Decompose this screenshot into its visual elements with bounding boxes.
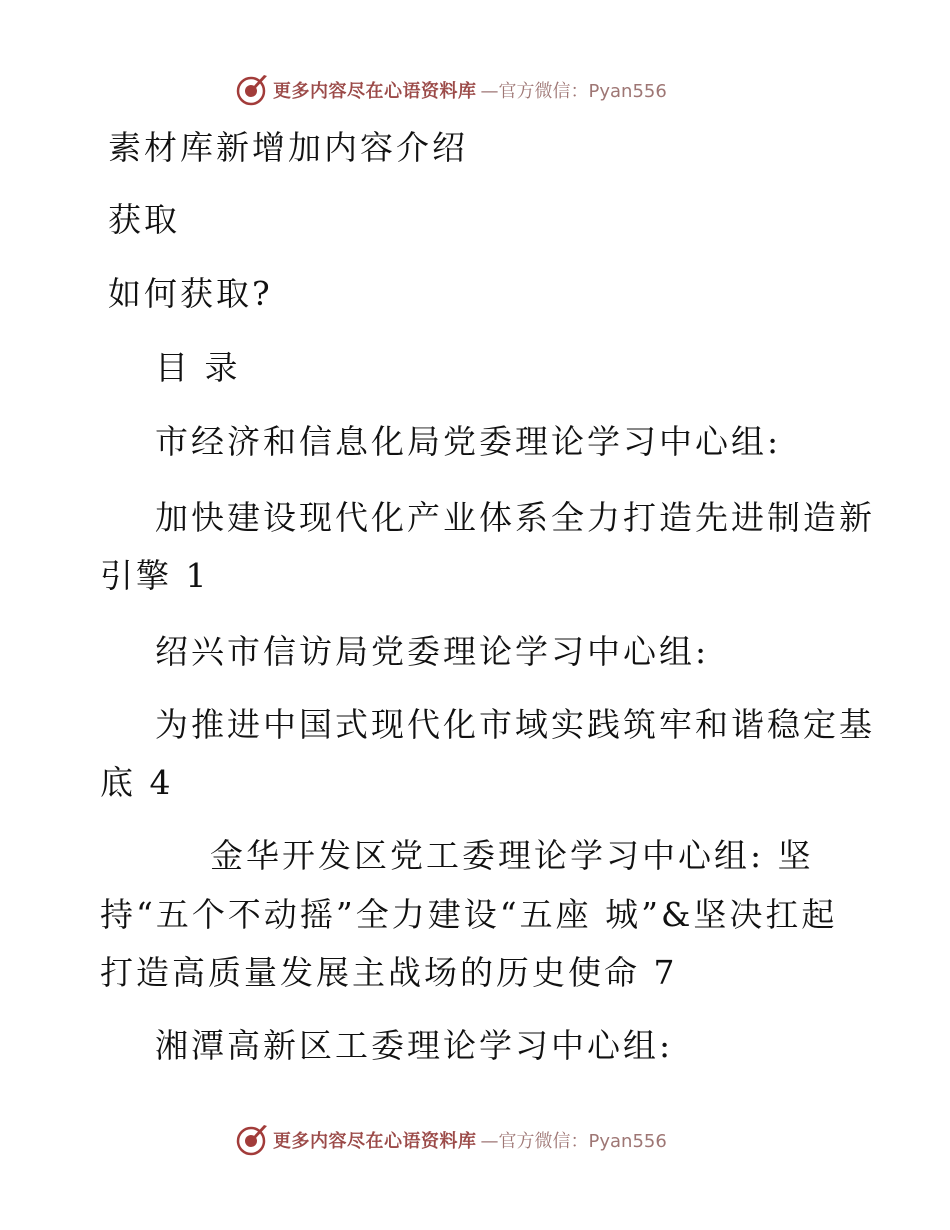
watermark-sub-text: —官方微信：Pyan556 <box>480 81 667 102</box>
watermark-main-text: 更多内容尽在心语资料库 <box>273 81 477 102</box>
toc-entry-title-cont: 打造高质量发展主战场的历史使命 7 <box>100 953 678 992</box>
doc-line: 获取 <box>108 200 180 239</box>
doc-line: 素材库新增加内容介绍 <box>108 128 468 167</box>
quill-seal-icon <box>235 73 269 107</box>
watermark-main-text: 更多内容尽在心语资料库 <box>273 1131 477 1152</box>
watermark-sub-text: —官方微信：Pyan556 <box>480 1131 667 1152</box>
toc-entry-org: 湘潭高新区工委理论学习中心组: <box>155 1026 674 1065</box>
watermark-footer <box>235 1122 667 1158</box>
watermark-header <box>235 72 667 108</box>
toc-entry-title: 为推进中国式现代化市域实践筑牢和谐稳定基 <box>155 705 875 744</box>
toc-entry-title-cont: 引擎 1 <box>100 556 210 595</box>
toc-entry-title: 持“五个不动摇”全力建设“五座 城”&坚决扛起 <box>100 895 838 934</box>
toc-entry-org: 市经济和信息化局党委理论学习中心组: <box>155 422 782 461</box>
quill-seal-icon <box>235 1123 269 1157</box>
toc-entry-org: 金华开发区党工委理论学习中心组: 坚 <box>210 836 814 875</box>
toc-entry-title-cont: 底 4 <box>100 763 174 802</box>
toc-entry-title: 加快建设现代化产业体系全力打造先进制造新 <box>155 498 875 537</box>
toc-title: 目 录 <box>155 348 241 387</box>
toc-entry-org: 绍兴市信访局党委理论学习中心组: <box>155 632 710 671</box>
doc-line: 如何获取? <box>108 274 273 313</box>
